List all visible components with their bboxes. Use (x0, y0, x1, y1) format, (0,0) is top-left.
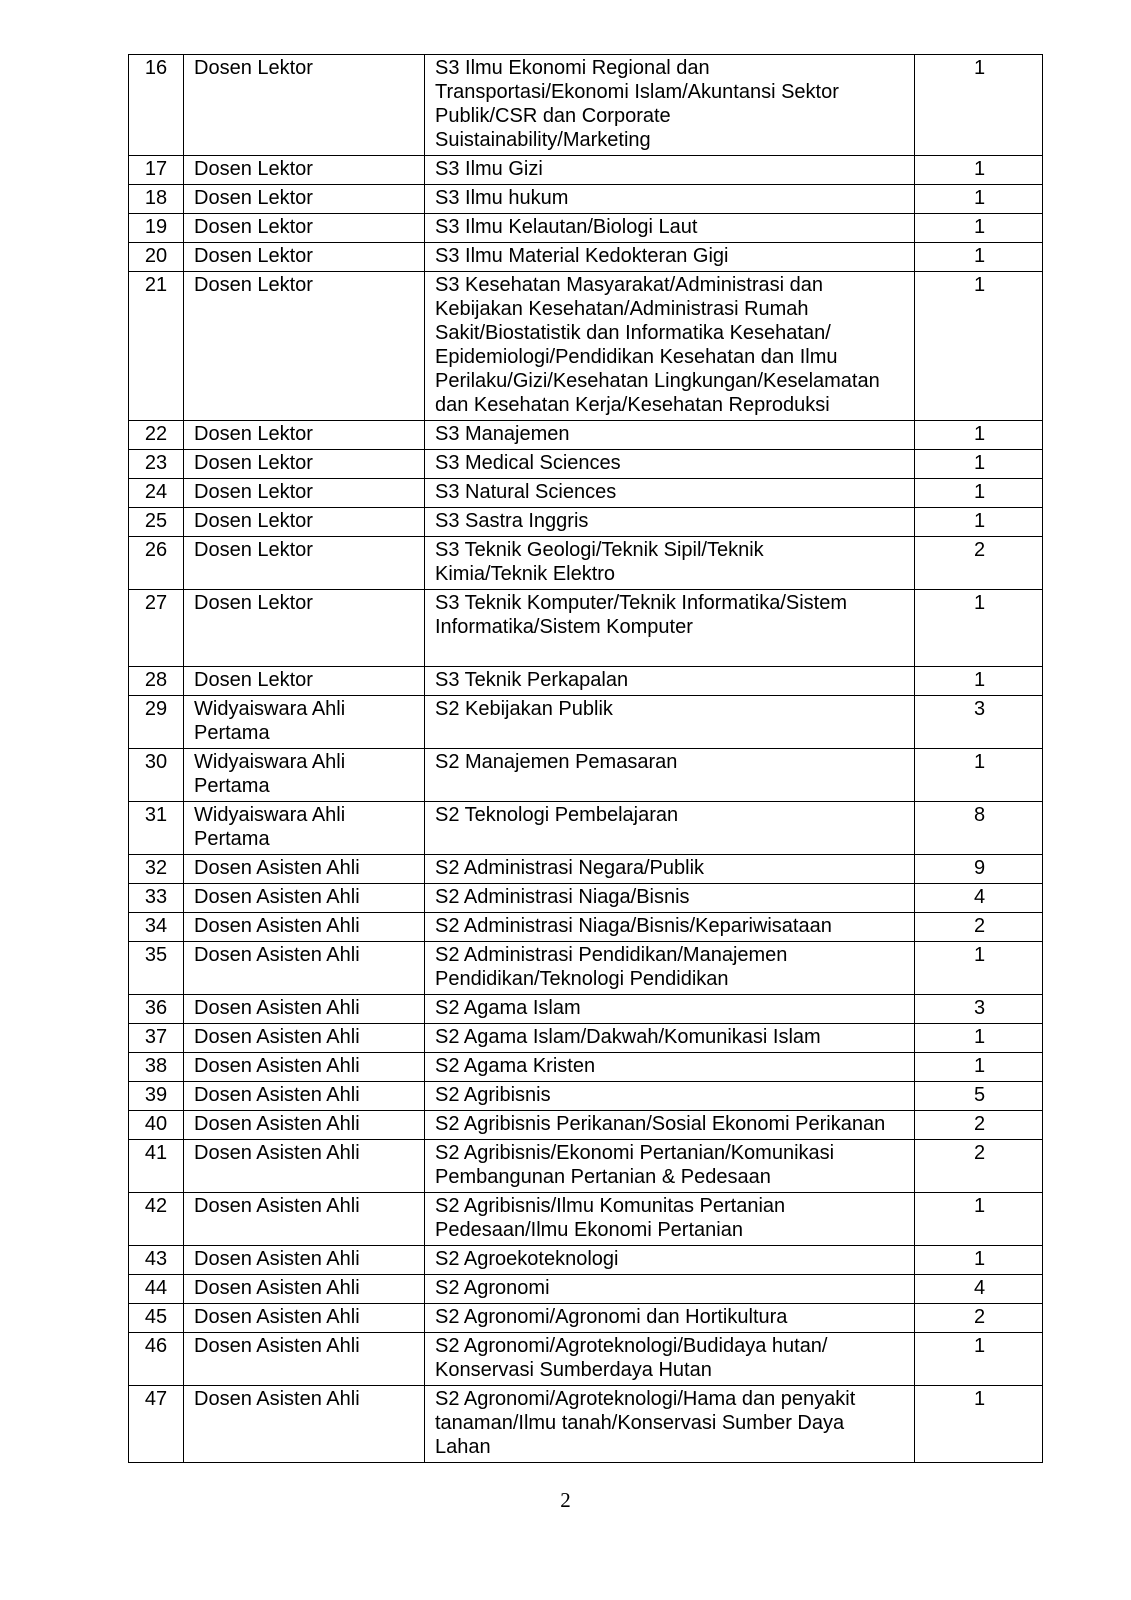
row-number-cell: 35 (129, 942, 184, 995)
quota-cell: 1 (915, 55, 1043, 156)
position-cell: Dosen Lektor (184, 272, 425, 421)
position-cell: Dosen Asisten Ahli (184, 1333, 425, 1386)
page-number: 2 (560, 1488, 571, 1512)
qualification-cell: S2 Agronomi (425, 1275, 915, 1304)
table-row (129, 802, 1043, 855)
qualification-cell: S2 Agronomi/Agronomi dan Hortikultura (425, 1304, 915, 1333)
qualification-cell: S2 Manajemen Pemasaran (425, 749, 915, 802)
row-number-cell: 23 (129, 450, 184, 479)
row-number-cell: 26 (129, 537, 184, 590)
table-row (129, 1193, 1043, 1246)
qualification-cell: S3 Ilmu hukum (425, 185, 915, 214)
table-row (129, 243, 1043, 272)
quota-cell: 3 (915, 696, 1043, 749)
position-cell: Dosen Lektor (184, 667, 425, 696)
table-row (129, 749, 1043, 802)
quota-cell: 1 (915, 156, 1043, 185)
position-cell: Widyaiswara Ahli Pertama (184, 696, 425, 749)
row-number-cell: 20 (129, 243, 184, 272)
position-cell: Dosen Lektor (184, 479, 425, 508)
position-cell: Dosen Asisten Ahli (184, 942, 425, 995)
qualification-cell: S2 Kebijakan Publik (425, 696, 915, 749)
qualification-cell: S2 Agribisnis (425, 1082, 915, 1111)
position-cell: Dosen Asisten Ahli (184, 1111, 425, 1140)
table-row (129, 1304, 1043, 1333)
qualification-cell: S2 Agroekoteknologi (425, 1246, 915, 1275)
quota-cell: 2 (915, 537, 1043, 590)
row-number-cell: 29 (129, 696, 184, 749)
position-cell: Dosen Asisten Ahli (184, 1082, 425, 1111)
row-number-cell: 24 (129, 479, 184, 508)
quota-cell: 1 (915, 1246, 1043, 1275)
quota-cell: 1 (915, 1024, 1043, 1053)
quota-cell: 4 (915, 884, 1043, 913)
row-number-cell: 37 (129, 1024, 184, 1053)
table-row (129, 156, 1043, 185)
position-cell: Widyaiswara Ahli Pertama (184, 802, 425, 855)
formation-table (128, 54, 1043, 1463)
position-cell: Dosen Asisten Ahli (184, 913, 425, 942)
position-cell: Widyaiswara Ahli Pertama (184, 749, 425, 802)
table-row (129, 1111, 1043, 1140)
row-number-cell: 31 (129, 802, 184, 855)
row-number-cell: 28 (129, 667, 184, 696)
qualification-cell: S2 Agronomi/Agroteknologi/Budidaya hutan/ Konservasi Sumberdaya Hutan (425, 1333, 915, 1386)
qualification-cell: S2 Administrasi Niaga/Bisnis/Kepariwisataan (425, 913, 915, 942)
position-cell: Dosen Asisten Ahli (184, 1386, 425, 1463)
quota-cell: 2 (915, 1304, 1043, 1333)
position-cell: Dosen Lektor (184, 55, 425, 156)
table-row (129, 479, 1043, 508)
row-number-cell: 41 (129, 1140, 184, 1193)
table-row (129, 214, 1043, 243)
row-number-cell: 27 (129, 590, 184, 667)
qualification-cell: S2 Teknologi Pembelajaran (425, 802, 915, 855)
row-number-cell: 30 (129, 749, 184, 802)
position-cell: Dosen Lektor (184, 243, 425, 272)
quota-cell: 1 (915, 1053, 1043, 1082)
table-row (129, 537, 1043, 590)
quota-cell: 1 (915, 479, 1043, 508)
quota-cell: 3 (915, 995, 1043, 1024)
row-number-cell: 16 (129, 55, 184, 156)
quota-cell: 1 (915, 667, 1043, 696)
row-number-cell: 42 (129, 1193, 184, 1246)
position-cell: Dosen Lektor (184, 508, 425, 537)
table-row (129, 1053, 1043, 1082)
qualification-cell: S2 Agribisnis/Ekonomi Pertanian/Komunikasi Pembangunan Pertanian & Pedesaan (425, 1140, 915, 1193)
qualification-cell: S2 Agronomi/Agroteknologi/Hama dan penyakit tanaman/Ilmu tanah/Konservasi Sumber Daya Lahan (425, 1386, 915, 1463)
qualification-cell: S3 Teknik Perkapalan (425, 667, 915, 696)
row-number-cell: 40 (129, 1111, 184, 1140)
table-row (129, 942, 1043, 995)
quota-cell: 1 (915, 942, 1043, 995)
table-row (129, 1024, 1043, 1053)
qualification-cell: S3 Ilmu Material Kedokteran Gigi (425, 243, 915, 272)
table-row (129, 590, 1043, 667)
quota-cell: 1 (915, 508, 1043, 537)
table-body (129, 55, 1043, 1463)
qualification-cell: S2 Agama Islam/Dakwah/Komunikasi Islam (425, 1024, 915, 1053)
quota-cell: 1 (915, 243, 1043, 272)
table-row (129, 1275, 1043, 1304)
qualification-cell: S3 Ilmu Ekonomi Regional dan Transportasi/Ekonomi Islam/Akuntansi Sektor Publik/CSR dan Corporate Suistainability/Marketing (425, 55, 915, 156)
table-row (129, 855, 1043, 884)
table-row (129, 1246, 1043, 1275)
position-cell: Dosen Lektor (184, 590, 425, 667)
row-number-cell: 18 (129, 185, 184, 214)
qualification-cell: S3 Kesehatan Masyarakat/Administrasi dan Kebijakan Kesehatan/Administrasi Rumah Sakit/Biostatistik dan Informatika Kesehatan/ Epidemiologi/Pendidikan Kesehatan dan Ilmu Perilaku/Gizi/Kesehatan Lingkungan/Keselamatan dan Kesehatan Kerja/Kesehatan Reproduksi (425, 272, 915, 421)
quota-cell: 5 (915, 1082, 1043, 1111)
position-cell: Dosen Asisten Ahli (184, 1304, 425, 1333)
qualification-cell: S2 Agribisnis Perikanan/Sosial Ekonomi Perikanan (425, 1111, 915, 1140)
quota-cell: 2 (915, 1140, 1043, 1193)
table-row (129, 1333, 1043, 1386)
position-cell: Dosen Asisten Ahli (184, 855, 425, 884)
table-row (129, 913, 1043, 942)
table-row (129, 995, 1043, 1024)
quota-cell: 2 (915, 1111, 1043, 1140)
quota-cell: 1 (915, 1386, 1043, 1463)
quota-cell: 1 (915, 185, 1043, 214)
table-row (129, 1386, 1043, 1463)
quota-cell: 1 (915, 272, 1043, 421)
qualification-cell: S2 Administrasi Pendidikan/Manajemen Pendidikan/Teknologi Pendidikan (425, 942, 915, 995)
qualification-cell: S3 Ilmu Gizi (425, 156, 915, 185)
table-row (129, 508, 1043, 537)
qualification-cell: S3 Manajemen (425, 421, 915, 450)
row-number-cell: 19 (129, 214, 184, 243)
position-cell: Dosen Lektor (184, 214, 425, 243)
row-number-cell: 34 (129, 913, 184, 942)
table-row (129, 55, 1043, 156)
row-number-cell: 43 (129, 1246, 184, 1275)
position-cell: Dosen Lektor (184, 185, 425, 214)
table-row (129, 450, 1043, 479)
table-row (129, 1082, 1043, 1111)
row-number-cell: 22 (129, 421, 184, 450)
table-row (129, 1140, 1043, 1193)
row-number-cell: 44 (129, 1275, 184, 1304)
qualification-cell: S3 Medical Sciences (425, 450, 915, 479)
row-number-cell: 17 (129, 156, 184, 185)
qualification-cell: S2 Administrasi Niaga/Bisnis (425, 884, 915, 913)
quota-cell: 1 (915, 1193, 1043, 1246)
qualification-cell: S2 Agama Islam (425, 995, 915, 1024)
qualification-cell: S3 Teknik Komputer/Teknik Informatika/Sistem Informatika/Sistem Komputer (425, 590, 915, 667)
quota-cell: 1 (915, 450, 1043, 479)
position-cell: Dosen Lektor (184, 421, 425, 450)
position-cell: Dosen Asisten Ahli (184, 1246, 425, 1275)
position-cell: Dosen Asisten Ahli (184, 1053, 425, 1082)
quota-cell: 1 (915, 421, 1043, 450)
position-cell: Dosen Asisten Ahli (184, 1193, 425, 1246)
qualification-cell: S2 Agribisnis/Ilmu Komunitas Pertanian Pedesaan/Ilmu Ekonomi Pertanian (425, 1193, 915, 1246)
position-cell: Dosen Lektor (184, 450, 425, 479)
qualification-cell: S3 Ilmu Kelautan/Biologi Laut (425, 214, 915, 243)
table-row (129, 667, 1043, 696)
quota-cell: 1 (915, 214, 1043, 243)
qualification-cell: S2 Administrasi Negara/Publik (425, 855, 915, 884)
quota-cell: 4 (915, 1275, 1043, 1304)
row-number-cell: 32 (129, 855, 184, 884)
quota-cell: 9 (915, 855, 1043, 884)
row-number-cell: 21 (129, 272, 184, 421)
position-cell: Dosen Asisten Ahli (184, 884, 425, 913)
quota-cell: 1 (915, 1333, 1043, 1386)
quota-cell: 8 (915, 802, 1043, 855)
position-cell: Dosen Lektor (184, 156, 425, 185)
quota-cell: 2 (915, 913, 1043, 942)
row-number-cell: 25 (129, 508, 184, 537)
position-cell: Dosen Asisten Ahli (184, 1024, 425, 1053)
row-number-cell: 39 (129, 1082, 184, 1111)
qualification-cell: S3 Teknik Geologi/Teknik Sipil/Teknik Kimia/Teknik Elektro (425, 537, 915, 590)
table-row (129, 421, 1043, 450)
qualification-cell: S3 Sastra Inggris (425, 508, 915, 537)
row-number-cell: 45 (129, 1304, 184, 1333)
row-number-cell: 33 (129, 884, 184, 913)
table-row (129, 272, 1043, 421)
position-cell: Dosen Asisten Ahli (184, 1275, 425, 1304)
row-number-cell: 47 (129, 1386, 184, 1463)
row-number-cell: 46 (129, 1333, 184, 1386)
position-cell: Dosen Asisten Ahli (184, 995, 425, 1024)
position-cell: Dosen Asisten Ahli (184, 1140, 425, 1193)
table-row (129, 696, 1043, 749)
quota-cell: 1 (915, 749, 1043, 802)
table-row (129, 884, 1043, 913)
row-number-cell: 36 (129, 995, 184, 1024)
qualification-cell: S2 Agama Kristen (425, 1053, 915, 1082)
position-cell: Dosen Lektor (184, 537, 425, 590)
row-number-cell: 38 (129, 1053, 184, 1082)
qualification-cell: S3 Natural Sciences (425, 479, 915, 508)
quota-cell: 1 (915, 590, 1043, 667)
table-row (129, 185, 1043, 214)
